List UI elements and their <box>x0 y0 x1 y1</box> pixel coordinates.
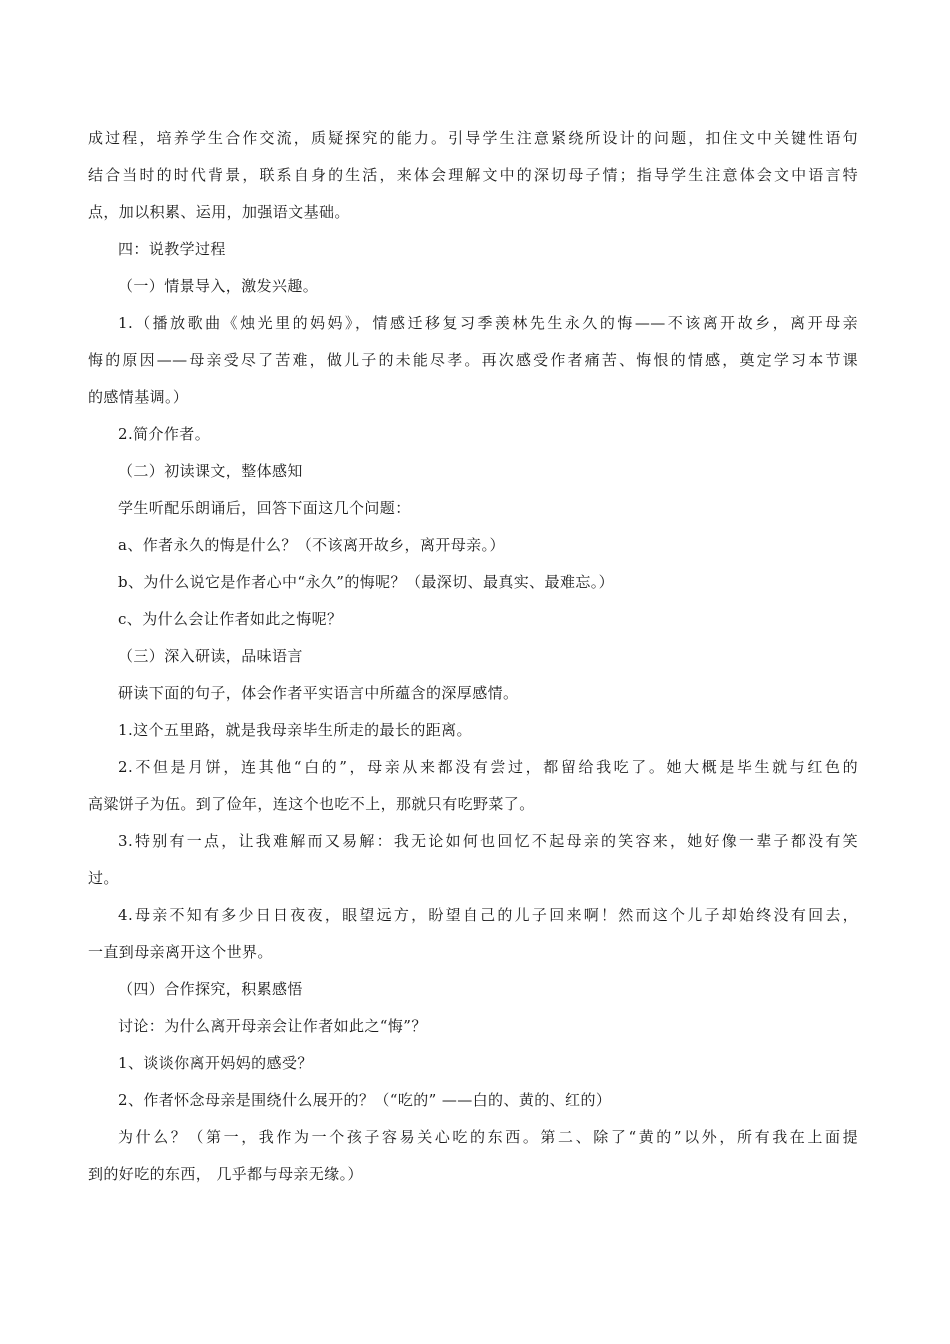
text-line: （一）情景导入，激发兴趣。 <box>118 277 319 295</box>
text-line: 点，加以积累、运用，加强语文基础。 <box>88 203 350 221</box>
text-line: 2.不但是月饼，连其他“白的”，母亲从来都没有尝过，都留给我吃了。她大概是毕生就与红色的 <box>118 758 858 776</box>
text-line: b、为什么说它是作者心中“永久”的悔呢？（最深切、最真实、最难忘。） <box>118 573 615 591</box>
text-line: 讨论：为什么离开母亲会让作者如此之“悔”？ <box>118 1017 427 1035</box>
text-line: 结合当时的时代背景，联系自身的生活，来体会理解文中的深切母子情；指导学生注意体会文中语言特 <box>88 166 858 184</box>
text-line: 2.简介作者。 <box>118 425 211 443</box>
text-line: （四）合作探究，积累感悟 <box>118 980 303 998</box>
text-line: 研读下面的句子，体会作者平实语言中所蕴含的深厚感情。 <box>118 684 519 702</box>
text-line: 3.特别有一点，让我难解而又易解：我无论如何也回忆不起母亲的笑容来，她好像一辈子都没有笑 <box>118 832 858 850</box>
text-line: 1.这个五里路，就是我母亲毕生所走的最长的距离。 <box>118 721 472 739</box>
text-line: 2、作者怀念母亲是围绕什么展开的？（“吃的” ——白的、黄的、红的） <box>118 1091 612 1109</box>
text-line: 四：说教学过程 <box>118 240 226 258</box>
text-line: 高粱饼子为伍。到了俭年，连这个也吃不上，那就只有吃野菜了。 <box>88 795 535 813</box>
text-line: 4.母亲不知有多少日日夜夜，眼望远方，盼望自己的儿子回来啊！然而这个儿子却始终没有回去， <box>118 906 858 924</box>
text-line: 悔的原因——母亲受尽了苦难，做儿子的未能尽孝。再次感受作者痛苦、悔恨的情感，奠定学习本节课 <box>88 351 858 369</box>
text-line: c、为什么会让作者如此之悔呢？ <box>118 610 343 628</box>
document-body <box>88 120 858 1193</box>
text-line: 学生听配乐朗诵后，回答下面这几个问题： <box>118 499 411 517</box>
text-line: 为什么？（第一，我作为一个孩子容易关心吃的东西。第二、除了“黄的”以外，所有我在上面提 <box>118 1128 858 1146</box>
text-line: 一直到母亲离开这个世界。 <box>88 943 273 961</box>
text-line: 过。 <box>88 869 119 887</box>
text-line: 成过程，培养学生合作交流，质疑探究的能力。引导学生注意紧绕所设计的问题，扣住文中关键性语句 <box>88 129 858 147</box>
text-line: 1.（播放歌曲《烛光里的妈妈》，情感迁移复习季羡林先生永久的悔——不该离开故乡，离开母亲 <box>118 314 858 332</box>
text-line: a、作者永久的悔是什么？（不该离开故乡，离开母亲。） <box>118 536 505 554</box>
text-line: 1、谈谈你离开妈妈的感受？ <box>118 1054 313 1072</box>
text-line: （二）初读课文，整体感知 <box>118 462 303 480</box>
text-line: （三）深入研读，品味语言 <box>118 647 303 665</box>
text-line: 的感情基调。） <box>88 388 189 406</box>
text-line: 到的好吃的东西， 几乎都与母亲无缘。） <box>88 1165 363 1183</box>
